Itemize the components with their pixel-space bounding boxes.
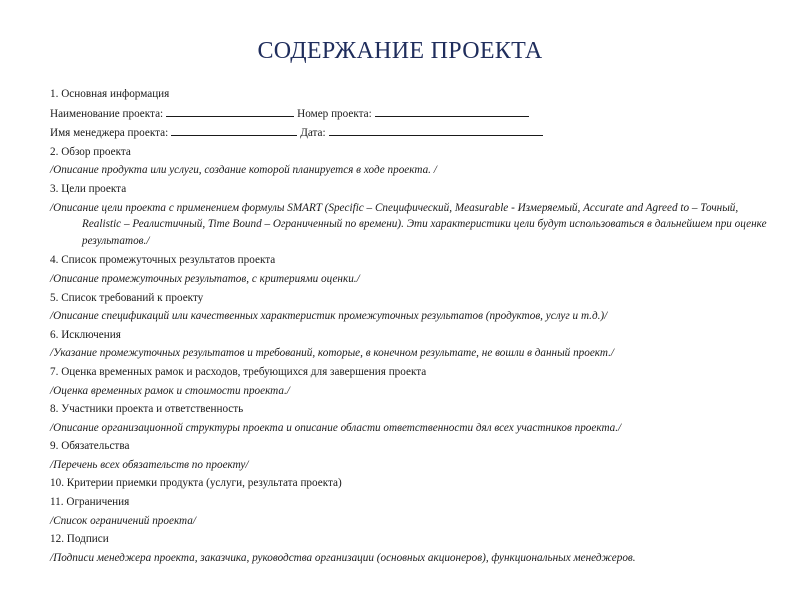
section-heading-5: 5. Список требований к проекту xyxy=(50,291,204,304)
section-note-11: /Список ограничений проекта/ xyxy=(50,514,196,527)
project-name-blank[interactable] xyxy=(166,104,294,117)
project-number-label: Номер проекта: xyxy=(297,107,372,120)
date-blank[interactable] xyxy=(329,123,543,136)
manager-name-label: Имя менеджера проекта: xyxy=(50,127,169,140)
section-note-8: /Описание организационной структуры проекта и описание области ответственности дял всех участников проекта./ xyxy=(50,421,622,434)
field-row-manager xyxy=(50,123,770,143)
page-title: СОДЕРЖАНИЕ ПРОЕКТА xyxy=(257,38,543,64)
project-name-label: Наименование проекта: xyxy=(50,107,164,120)
section-heading-3: 3. Цели проекта xyxy=(50,182,127,195)
section-heading-8: 8. Участники проекта и ответственность xyxy=(50,403,244,416)
section-note-7: /Оценка временных рамок и стоимости проекта./ xyxy=(50,384,290,397)
section-heading-1: 1. Основная информация xyxy=(50,88,170,100)
section-note-6: /Указание промежуточных результатов и требований, которые, в конечном результате, не вошли в данный проект./ xyxy=(50,347,615,360)
field-row-project xyxy=(50,104,770,124)
date-label: Дата: xyxy=(300,127,326,140)
content-list xyxy=(50,85,770,567)
section-heading-11: 11. Ограничения xyxy=(50,496,130,509)
section-note-4: /Описание промежуточных результатов, с критериями оценки./ xyxy=(50,272,360,285)
project-number-blank[interactable] xyxy=(375,104,529,117)
section-note-5: /Описание спецификаций или качественных характеристик промежуточных результатов (продуктов, услуг и т.д.)/ xyxy=(50,310,608,323)
section-note-2: /Описание продукта или услуги, создание которой планируется в ходе проекта. / xyxy=(50,164,437,177)
section-heading-9: 9. Обязательства xyxy=(50,440,130,453)
section-note-12: /Подписи менеджера проекта, заказчика, руководства организации (основных акционеров), функциональных менеджеров. xyxy=(50,551,636,564)
section-heading-7: 7. Оценка временных рамок и расходов, требующихся для завершения проекта xyxy=(50,365,427,378)
section-heading-12: 12. Подписи xyxy=(50,533,109,546)
section-heading-10: 10. Критерии приемки продукта (услуги, результата проекта) xyxy=(50,477,342,490)
section-heading-6: 6. Исключения xyxy=(50,328,121,341)
section-heading-4: 4. Список промежуточных результатов проекта xyxy=(50,254,276,267)
section-note-9: /Перечень всех обязательств по проекту/ xyxy=(50,458,249,471)
manager-name-blank[interactable] xyxy=(171,123,297,136)
section-note-3: /Описание цели проекта с применением формулы SMART (Specific – Специфический, Measurable - Измеряемый, Accurate and Agreed to – Точный, Realistic – Реалистичный, Time Bound – Ограниченный по времени). Эти характеристики цели будут использоваться в дальнейшем при оценке результатов./ xyxy=(50,201,767,247)
section-heading-2: 2. Обзор проекта xyxy=(50,145,131,158)
